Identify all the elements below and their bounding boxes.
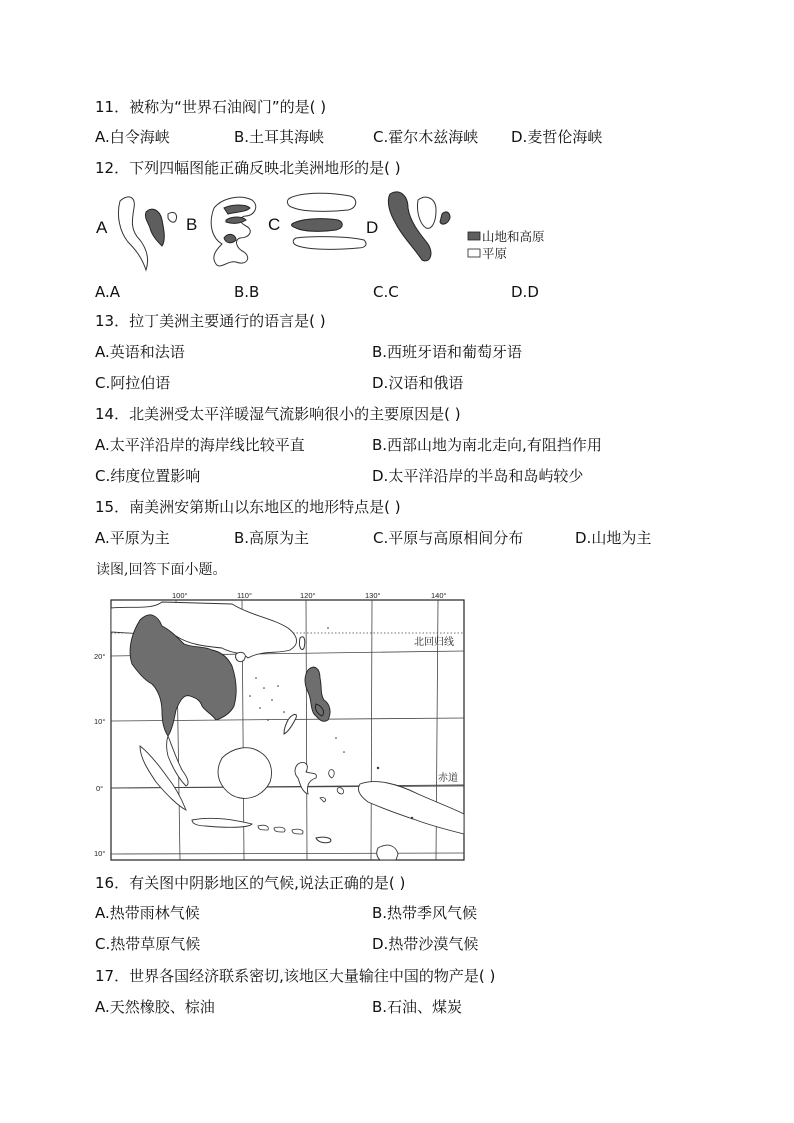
q14-option-a: A.太平洋沿岸的海岸线比较平直 [95, 436, 305, 454]
question-12-stem: 12．下列四幅图能正确反映北美洲地形的是( ) [95, 159, 401, 177]
panel-c-mountain [292, 219, 343, 232]
panel-a-mountain [145, 209, 164, 246]
q14-option-c: C.纬度位置影响 [95, 467, 201, 485]
lat-label-0: 0° [96, 784, 104, 793]
panel-label-c: C [268, 215, 281, 234]
q13-option-d: D.汉语和俄语 [372, 374, 464, 392]
q16-option-a: A.热带雨林气候 [95, 904, 200, 922]
north-america-terrain-figure [90, 186, 570, 276]
q14-option-d: D.太平洋沿岸的半岛和岛屿较少 [372, 467, 584, 485]
panel-a-plain [118, 197, 147, 270]
q12-option-d: D.D [511, 283, 539, 301]
question-13-stem: 13．拉丁美洲主要通行的语言是( ) [95, 312, 326, 330]
lon-label-100: 100° [172, 591, 188, 600]
panel-c-plain-top [287, 193, 355, 211]
legend-mountain-label: 山地和高原 [482, 230, 545, 244]
legend-plain-label: 平原 [482, 247, 508, 261]
panel-c-plain-bottom [293, 237, 366, 250]
lon-label-110: 110° [237, 591, 252, 600]
q13-option-c: C.阿拉伯语 [95, 374, 171, 392]
question-15-stem: 15．南美洲安第斯山以东地区的地形特点是( ) [95, 498, 401, 516]
q13-option-a: A.英语和法语 [95, 343, 185, 361]
q15-option-b: B.高原为主 [234, 529, 310, 547]
tropic-label: 北回归线 [414, 637, 454, 648]
q16-option-c: C.热带草原气候 [95, 935, 201, 953]
question-11-stem: 11．被称为“世界石油阀门”的是( ) [95, 98, 327, 116]
q15-option-d: D.山地为主 [575, 529, 652, 547]
q13-option-b: B.西班牙语和葡萄牙语 [372, 343, 523, 361]
q15-option-c: C.平原与高原相间分布 [373, 529, 524, 547]
question-14-stem: 14．北美洲受太平洋暖湿气流影响很小的主要原因是( ) [95, 405, 461, 423]
q11-option-c: C.霍尔木兹海峡 [373, 128, 479, 146]
q17-option-a: A.天然橡胶、棕油 [95, 998, 215, 1016]
equator-label: 赤道 [438, 773, 458, 784]
lon-label-130: 130° [365, 591, 381, 600]
q11-option-b: B.土耳其海峡 [234, 128, 325, 146]
taiwan [299, 637, 304, 650]
question-16-stem: 16．有关图中阴影地区的气候,说法正确的是( ) [95, 874, 406, 892]
question-17-stem: 17．世界各国经济联系密切,该地区大量输往中国的物产是( ) [95, 967, 496, 985]
q11-option-a: A.白令海峡 [95, 128, 170, 146]
lat-label-10n: 10° [94, 717, 106, 726]
legend-mountain-swatch [468, 232, 480, 240]
southeast-asia-map [92, 588, 472, 864]
lon-label-140: 140° [431, 591, 447, 600]
panel-label-a: A [96, 218, 108, 237]
panel-label-d: D [366, 218, 379, 237]
q11-option-d: D.麦哲伦海峡 [511, 128, 603, 146]
panel-a-island [168, 212, 177, 222]
panel-label-b: B [186, 215, 198, 234]
lat-label-20n: 20° [94, 652, 106, 661]
reading-instruction: 读图,回答下面小题。 [96, 562, 227, 578]
q12-option-a: A.A [95, 283, 121, 301]
panel-d-island [440, 212, 450, 224]
q16-option-d: D.热带沙漠气候 [372, 935, 479, 953]
borneo [218, 748, 272, 799]
q12-option-b: B.B [234, 283, 260, 301]
q17-option-b: B.石油、煤炭 [372, 998, 463, 1016]
q15-option-a: A.平原为主 [95, 529, 170, 547]
lon-label-120: 120° [300, 591, 316, 600]
q14-option-b: B.西部山地为南北走向,有阻挡作用 [372, 436, 602, 454]
q16-option-b: B.热带季风气候 [372, 904, 478, 922]
q12-option-c: C.C [373, 283, 399, 301]
legend-plain-swatch [468, 249, 480, 257]
panel-d-plain [417, 197, 436, 228]
hainan [236, 652, 246, 661]
lat-label-10s: 10° [94, 849, 106, 858]
